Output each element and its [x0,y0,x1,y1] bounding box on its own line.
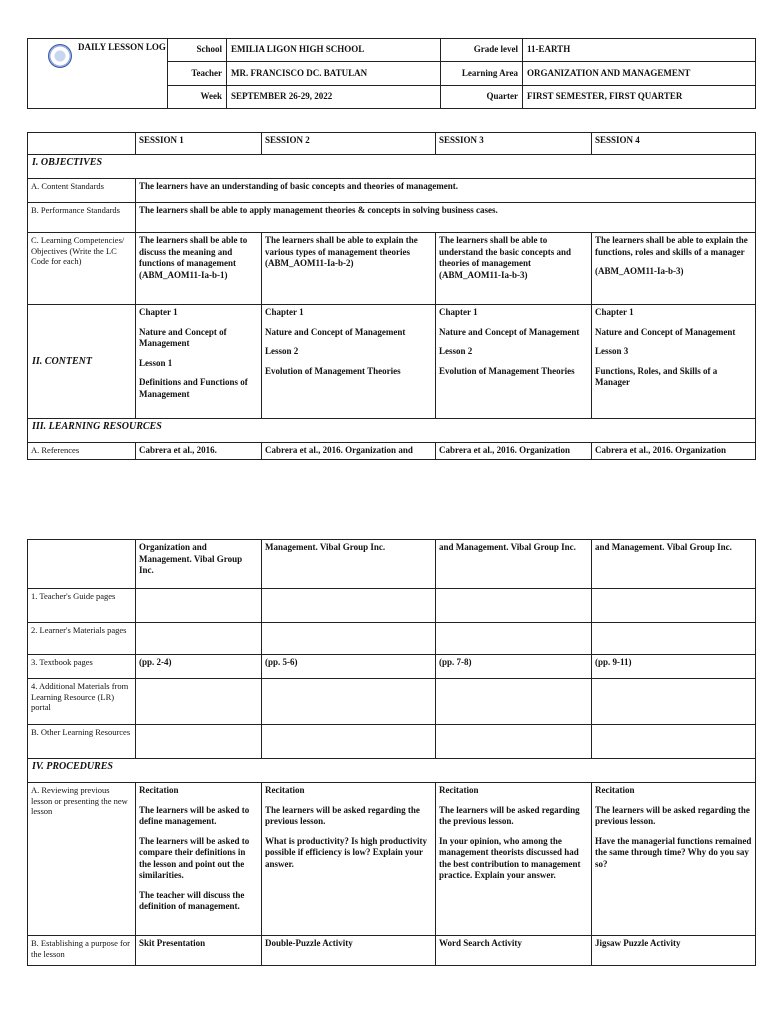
reference-s2: Cabrera et al., 2016. Organization and [262,443,436,460]
review-label: A. Reviewing previous lesson or presenting the new lesson [28,783,136,936]
session-header: SESSION 4 [592,133,756,155]
teacher-value: MR. FRANCISCO DC. BATULAN [227,62,441,86]
week-value: SEPTEMBER 26-29, 2022 [227,86,441,109]
performance-standards: The learners shall be able to apply management theories & concepts in solving business cases. [136,203,756,233]
quarter-label: Quarter [441,86,523,109]
reference-s4: Cabrera et al., 2016. Organization [592,443,756,460]
textbook-s2: (pp. 5-6) [262,655,436,679]
competency-s3: The learners shall be able to understand the basic concepts and theories of management (ABM_AOM11-Ia-b-3) [436,233,592,305]
content-s1: Chapter 1 Nature and Concept of Management Lesson 1 Definitions and Functions of Management [136,305,262,419]
review-s3: Recitation The learners will be asked regarding the previous lesson. In your opinion, who among the management theorists discussed had the best contribution to management practice. Explain your answer. [436,783,592,936]
competency-s2: The learners shall be able to explain the various types of management theories (ABM_AOM11-Ia-b-2) [262,233,436,305]
references-label: A. References [28,443,136,460]
logo-cell [28,39,168,109]
reference-cont-s1: Organization and Management. Vibal Group Inc. [136,540,262,589]
school-value: EMILIA LIGON HIGH SCHOOL [227,39,441,62]
lesson-table-part2 [27,539,756,966]
content-s2: Chapter 1 Nature and Concept of Management Lesson 2 Evolution of Management Theories [262,305,436,419]
area-value: ORGANIZATION AND MANAGEMENT [523,62,756,86]
purpose-label: B. Establishing a purpose for the lesson [28,936,136,966]
purpose-s1: Skit Presentation [136,936,262,966]
purpose-s4: Jigsaw Puzzle Activity [592,936,756,966]
content-s3: Chapter 1 Nature and Concept of Management Lesson 2 Evolution of Management Theories [436,305,592,419]
review-s2: Recitation The learners will be asked regarding the previous lesson. What is productivity? Is high productivity possible if efficiency is low? Explain your answer. [262,783,436,936]
review-s1: Recitation The learners will be asked to define management. The learners will be asked to compare their definitions in the lesson and point out the similarities. The teacher will discuss the definition of management. [136,783,262,936]
content-standards: The learners have an understanding of basic concepts and theories of management. [136,179,756,203]
performance-standards-label: B. Performance Standards [28,203,136,233]
competency-s4: The learners shall be able to explain the functions, roles and skills of a manager (ABM_AOM11-Ia-b-3) [592,233,756,305]
resources-title: III. LEARNING RESOURCES [28,419,756,443]
lesson-table-part1 [27,132,756,460]
procedures-title: IV. PROCEDURES [28,759,756,783]
log-title: DAILY LESSON LOG [78,42,166,52]
session-header: SESSION 1 [136,133,262,155]
textbook-s4: (pp. 9-11) [592,655,756,679]
session-header: SESSION 3 [436,133,592,155]
content-title: II. CONTENT [28,305,136,419]
textbook-s3: (pp. 7-8) [436,655,592,679]
objectives-title: I. OBJECTIVES [28,155,756,179]
grade-value: 11-EARTH [523,39,756,62]
textbook-label: 3. Textbook pages [28,655,136,679]
purpose-s3: Word Search Activity [436,936,592,966]
week-label: Week [168,86,227,109]
content-standards-label: A. Content Standards [28,179,136,203]
school-label: School [168,39,227,62]
area-label: Learning Area [441,62,523,86]
purpose-s2: Double-Puzzle Activity [262,936,436,966]
competencies-label: C. Learning Competencies/ Objectives (Write the LC Code for each) [28,233,136,305]
reference-cont-s3: and Management. Vibal Group Inc. [436,540,592,589]
quarter-value: FIRST SEMESTER, FIRST QUARTER [523,86,756,109]
deped-seal-icon [48,44,72,68]
header-table [27,38,756,109]
learners-materials-label: 2. Learner's Materials pages [28,623,136,655]
teacher-label: Teacher [168,62,227,86]
grade-label: Grade level [441,39,523,62]
competency-s1: The learners shall be able to discuss the meaning and functions of management (ABM_AOM11-Ia-b-1) [136,233,262,305]
reference-s3: Cabrera et al., 2016. Organization [436,443,592,460]
reference-s1: Cabrera et al., 2016. [136,443,262,460]
review-s4: Recitation The learners will be asked regarding the previous lesson. Have the managerial functions remained the same through time? Why do you say so? [592,783,756,936]
teachers-guide-label: 1. Teacher's Guide pages [28,589,136,623]
reference-cont-s2: Management. Vibal Group Inc. [262,540,436,589]
additional-materials-label: 4. Additional Materials from Learning Resource (LR) portal [28,679,136,725]
other-resources-label: B. Other Learning Resources [28,725,136,759]
content-s4: Chapter 1 Nature and Concept of Management Lesson 3 Functions, Roles, and Skills of a Manager [592,305,756,419]
textbook-s1: (pp. 2-4) [136,655,262,679]
session-header: SESSION 2 [262,133,436,155]
reference-cont-s4: and Management. Vibal Group Inc. [592,540,756,589]
